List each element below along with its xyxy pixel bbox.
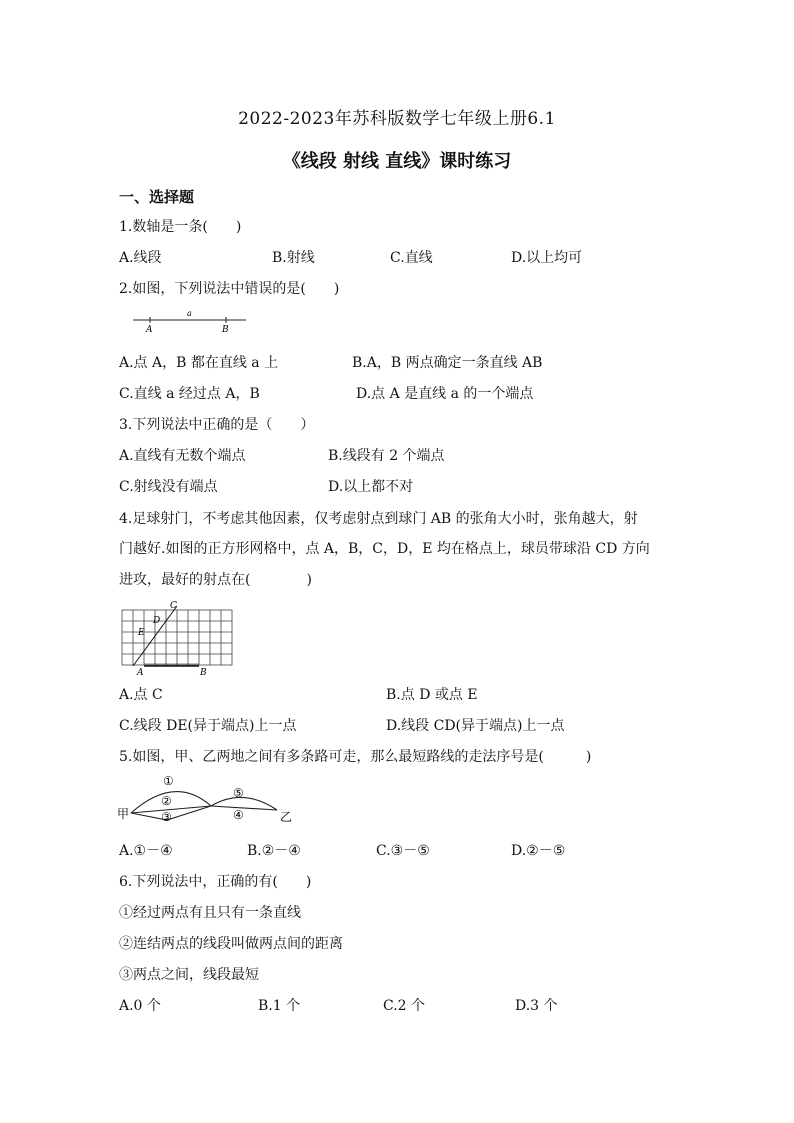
q6-option-c: C.2 个 xyxy=(383,998,426,1014)
q3-option-b: B.线段有 2 个端点 xyxy=(328,448,445,464)
q2-option-b: B.A，B 两点确定一条直线 AB xyxy=(352,355,543,371)
point-d-label: D xyxy=(153,616,161,626)
q5-routes-figure xyxy=(117,772,302,826)
q5-option-d: D.②－⑤ xyxy=(511,843,566,859)
question-1-stem: 1.数轴是一条( ) xyxy=(119,219,242,235)
question-2-stem: 2.如图，下列说法中错误的是( ) xyxy=(119,281,340,297)
point-c-label: C xyxy=(170,601,177,611)
route-1-label: ① xyxy=(163,774,174,788)
worksheet-subtitle: 《线段 射线 直线》课时练习 xyxy=(282,151,512,172)
question-3-stem: 3.下列说法中正确的是（ ） xyxy=(119,417,315,433)
q3-option-c: C.射线没有端点 xyxy=(119,479,218,495)
question-4-stem-line-3: 进攻，最好的射点在( ) xyxy=(119,572,312,588)
q4-grid-figure xyxy=(119,598,237,678)
q6-option-b: B.1 个 xyxy=(258,998,301,1014)
point-e-label: E xyxy=(138,628,145,638)
q6-option-a: A.0 个 xyxy=(119,998,161,1014)
end-yi-label: 乙 xyxy=(280,810,293,824)
route-4 xyxy=(211,806,277,810)
q3-option-a: A.直线有无数个端点 xyxy=(119,448,246,464)
q2-option-a: A.点 A，B 都在直线 a 上 xyxy=(119,355,279,371)
q1-option-c: C.直线 xyxy=(390,250,433,266)
q2-option-d: D.点 A 是直线 a 的一个端点 xyxy=(356,386,534,402)
q4-option-d: D.线段 CD(异于端点)上一点 xyxy=(386,718,565,734)
route-4-label: ④ xyxy=(233,808,244,822)
section-heading: 一、选择题 xyxy=(119,188,195,206)
q2-line-figure xyxy=(130,308,250,334)
worksheet-title: 2022-2023年苏科版数学七年级上册6.1 xyxy=(238,109,556,129)
q4-option-b: B.点 D 或点 E xyxy=(386,687,478,703)
question-5-stem: 5.如图，甲、乙两地之间有多条路可走，那么最短路线的走法序号是( ) xyxy=(119,749,592,765)
start-jia-label: 甲 xyxy=(117,807,130,821)
question-4-stem-line-2: 门越好.如图的正方形网格中，点 A，B，C，D，E 均在格点上，球员带球沿 CD 方向 xyxy=(119,541,650,557)
point-a-label: A xyxy=(137,668,144,678)
route-5-label: ⑤ xyxy=(233,786,244,800)
q2-option-c: C.直线 a 经过点 A，B xyxy=(119,386,260,402)
q1-option-b: B.射线 xyxy=(272,250,315,266)
q6-statement-1: ①经过两点有且只有一条直线 xyxy=(119,905,301,921)
question-4-stem-line-1: 4.足球射门，不考虑其他因素，仅考虑射点到球门 AB 的张角大小时，张角越大，射 xyxy=(119,511,638,527)
q6-statement-3: ③两点之间，线段最短 xyxy=(119,967,259,983)
q5-option-a: A.①－④ xyxy=(119,843,173,859)
q1-option-d: D.以上均可 xyxy=(511,250,583,266)
q4-option-a: A.点 C xyxy=(119,687,163,703)
q6-statement-2: ②连结两点的线段叫做两点间的距离 xyxy=(119,936,343,952)
q1-option-a: A.线段 xyxy=(119,250,162,266)
q5-option-c: C.③－⑤ xyxy=(376,843,430,859)
point-b-label: B xyxy=(222,325,229,334)
line-a-label: a xyxy=(187,309,192,318)
q5-option-b: B.②－④ xyxy=(247,843,301,859)
point-a-label: A xyxy=(146,325,153,334)
route-2-label: ② xyxy=(161,794,172,808)
q6-option-d: D.3 个 xyxy=(515,998,558,1014)
route-3-label: ③ xyxy=(161,810,172,824)
q3-option-d: D.以上都不对 xyxy=(328,479,414,495)
q4-option-c: C.线段 DE(异于端点)上一点 xyxy=(119,718,297,734)
question-6-stem: 6.下列说法中，正确的有( ) xyxy=(119,874,312,890)
point-b-label: B xyxy=(200,668,207,678)
